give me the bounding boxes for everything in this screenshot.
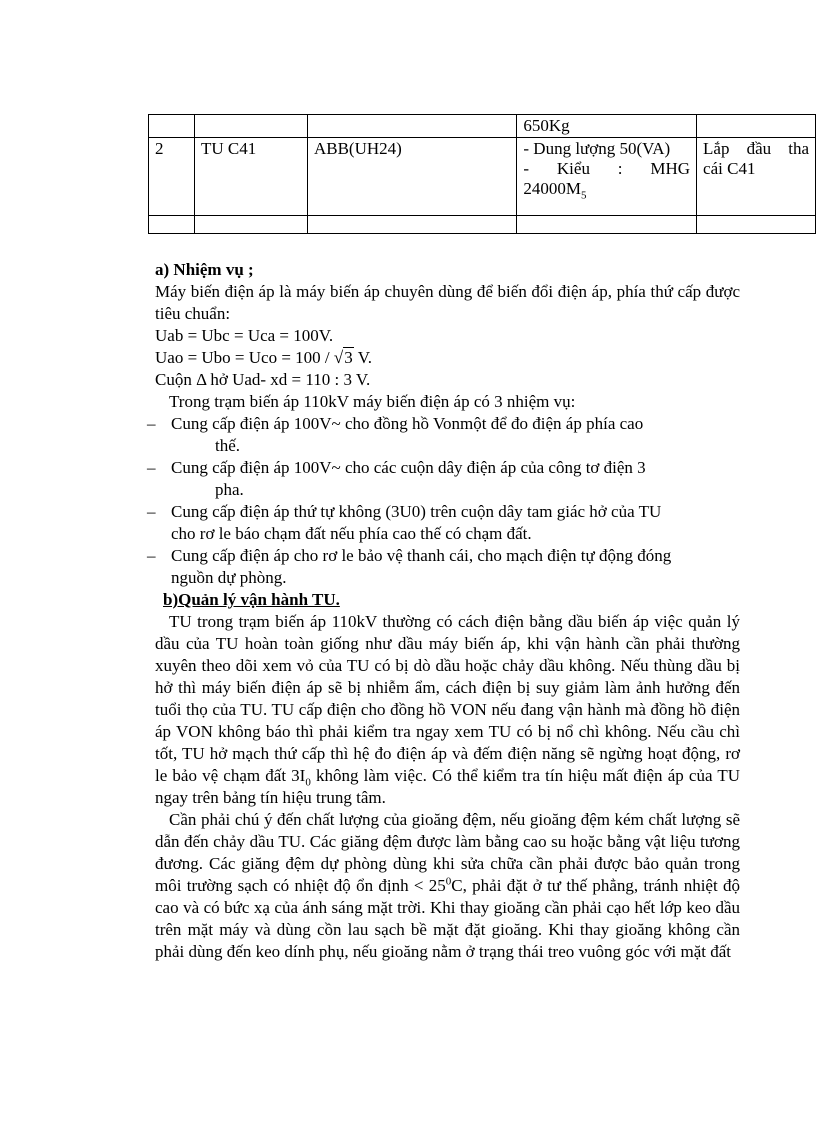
table-cell (149, 216, 195, 234)
paragraph-text: TU trong trạm biến áp 110kV thường có cách điện bằng dầu biến áp việc quản lý dầu của TU hoàn toàn giống như dầu máy biến áp, khi vận hành cần phải thường xuyên theo dõi xem vỏ của TU có bị dò dầu hoặc chảy dầu không. Nếu thùng dầu bị hở thì máy biến điện áp sẽ bị nhiễm ẩm, cách điện bị suy giảm làm ảnh hưởng đến tuổi thọ của TU. TU cấp điện cho đồng hồ VON nếu đang vận hành mà đồng hồ điện áp VON không báo thì phải kiểm tra ngay xem TU có bị nổ chì không. Nếu cầu chì tốt, TU hở mạch thứ cấp thì hệ đo điện áp và đếm điện năng sẽ ngừng hoạt động, rơ le bảo vệ chạm đất 3I (155, 612, 740, 785)
sqrt-operand: 3 (344, 348, 353, 367)
table-cell (194, 115, 307, 138)
spec-model-subscript: 5 (581, 189, 587, 202)
equation-line: Uab = Ubc = Uca = 100V. (155, 326, 334, 345)
paragraph-text: Cần phải chú ý đến chất lượng của gioăng đệm, nếu gioăng đệm kém chất lượng sẽ dẫn đến chảy dầu TU. Các giăng đệm được làm bằng cao su hoặc bằng vật liệu tương đương. Các giăng đệm dự phòng dùng khi sửa chữa cần phải được bảo quản trong môi trường sạch có nhiệt độ ổn định < 25 (155, 810, 740, 895)
list-item (147, 501, 740, 545)
equation-text: Uao = Ubo = Uco = 100 / (155, 348, 334, 367)
spec-model: 24000M (523, 179, 582, 198)
list-item (147, 545, 740, 589)
list-item (147, 413, 740, 457)
list-item-line: cho rơ le báo chạm đất nếu phía cao thế có chạm đất. (171, 524, 532, 543)
subscript: 0 (305, 776, 311, 789)
dash-bullet: – (147, 546, 156, 565)
list-item-line: Cung cấp điện áp thứ tự không (3U0) trên cuộn dây tam giác hở của TU (171, 502, 662, 521)
list-item-line: Cung cấp điện áp 100V~ cho đồng hồ Vonmột để đo điện áp phía cao (171, 414, 644, 433)
list-item-line: Cung cấp điện áp 100V~ cho các cuộn dây điện áp của công tơ điện 3 (171, 458, 646, 477)
equation-text: V. (353, 348, 373, 367)
section-b-paragraph (155, 809, 740, 963)
superscript: 0 (445, 875, 452, 888)
note-line: cái C41 (703, 159, 756, 178)
sqrt-symbol: √ (333, 348, 344, 367)
table-row (149, 115, 816, 138)
manufacturer-cell: ABB(UH24) (307, 138, 516, 216)
equation-line: Cuộn Δ hở Uad- xd = 110 : 3 V. (155, 370, 371, 389)
table-cell (697, 115, 816, 138)
table-cell (697, 216, 816, 234)
section-b-paragraph (155, 611, 740, 809)
section-b-heading: b)Quản lý vận hành TU. (163, 590, 340, 609)
equation-line (155, 347, 740, 369)
body-text (147, 259, 740, 963)
dash-bullet: – (147, 502, 156, 521)
device-name-cell: TU C41 (194, 138, 307, 216)
list-item-line: nguồn dự phòng. (171, 568, 287, 587)
table-cell (149, 115, 195, 138)
equipment-table (148, 114, 816, 234)
note-cell (697, 138, 816, 216)
table-cell (517, 216, 697, 234)
dash-bullet: – (147, 414, 156, 433)
spec-cell (517, 138, 697, 216)
section-a-heading: a) Nhiệm vụ ; (155, 260, 254, 279)
table-cell (307, 115, 516, 138)
spec-line: - Dung lượng 50(VA) (523, 139, 671, 158)
table-cell (307, 216, 516, 234)
section-a-intro: Máy biến điện áp là máy biến áp chuyên dùng để biến đổi điện áp, phía thứ cấp được tiêu chuẩn: (155, 282, 740, 323)
table-row (149, 216, 816, 234)
list-item-line: thế. (215, 436, 241, 455)
list-item-line: pha. (215, 480, 244, 499)
table-cell: 650Kg (517, 115, 697, 138)
section-a-lead: Trong trạm biến áp 110kV máy biến điện áp có 3 nhiệm vụ: (169, 392, 576, 411)
table-row (149, 138, 816, 216)
spec-line: - Kiểu : MHG (523, 159, 691, 178)
spec-line (523, 179, 690, 202)
paragraph-text: không làm việc. Có thể kiểm tra tín hiệu mất điện áp của TU ngay trên bảng tín hiệu trung tâm. (155, 766, 740, 807)
note-line: Lắp đầu tha (703, 139, 809, 158)
dash-bullet: – (147, 458, 156, 477)
row-number-cell: 2 (149, 138, 195, 216)
paragraph-text: C, phải đặt ở tư thế phẳng, tránh nhiệt độ cao và có bức xạ của ánh sáng mặt trời. Khi thay gioăng cần phải cạo hết lớp keo dầu trên mặt máy và dùng cồn lau sạch bề mặt đặt gioăng. Khi thay gioăng không cần phải dùng đến keo dính phụ, nếu gioăng nằm ở trạng thái treo vuông góc với mặt đất (155, 876, 740, 961)
table-cell (194, 216, 307, 234)
list-item (147, 457, 740, 501)
list-item-line: Cung cấp điện áp cho rơ le bảo vệ thanh cái, cho mạch điện tự động đóng (171, 546, 672, 565)
